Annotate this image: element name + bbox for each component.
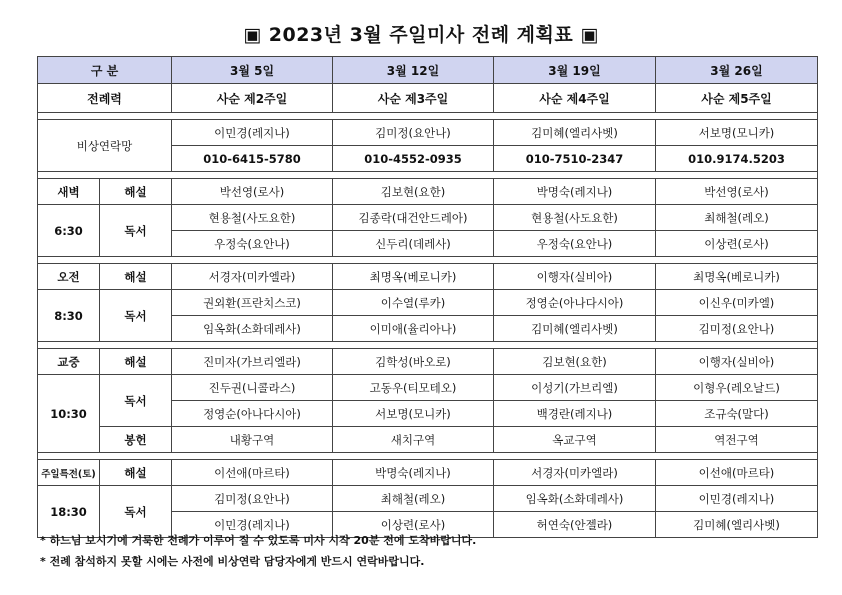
assignment-cell: 이행자(실비아) [494,264,656,290]
assignment-cell: 서경자(미카엘라) [494,460,656,486]
assignment-cell: 이신우(미카엘) [656,290,818,316]
mass-time: 6:30 [38,205,100,257]
liturgy-label: 전례력 [38,84,172,113]
assignment-cell: 서보명(모니카) [333,401,494,427]
liturgy-cell: 사순 제5주일 [656,84,818,113]
assignment-cell: 역전구역 [656,427,818,453]
category-header: 구 분 [38,57,172,84]
assignment-cell: 정영순(아나다시아) [494,290,656,316]
note-line: * 하느님 보시기에 거룩한 전례가 이루어 질 수 있도록 미사 시작 20분 전에 도착바랍니다. [40,534,477,547]
assignment-cell: 이상련(로사) [656,231,818,257]
mass-time-label: 새벽 [38,179,100,205]
role-label: 독서 [100,486,172,538]
assignment-cell: 우정숙(요안나) [172,231,333,257]
assignment-cell: 이행자(실비아) [656,349,818,375]
note-line: * 전례 참석하지 못할 시에는 사전에 비상연락 담당자에게 반드시 연락바랍니다. [40,555,425,568]
mass-commentary-row [38,264,818,290]
emergency-name: 이민경(레지나) [172,120,333,146]
liturgy-row [38,84,818,113]
mass-time: 18:30 [38,486,100,538]
mass-time: 8:30 [38,290,100,342]
page-title: ▣ 2023년 3월 주일미사 전례 계획표 ▣ [243,24,599,46]
emergency-phone: 010-6415-5780 [172,146,333,172]
mass-commentary-row [38,179,818,205]
date-header: 3월 19일 [494,57,656,84]
emergency-phone: 010-4552-0935 [333,146,494,172]
assignment-cell: 박명숙(레지나) [333,460,494,486]
assignment-cell: 이성기(가브리엘) [494,375,656,401]
assignment-cell: 옥교구역 [494,427,656,453]
schedule-table [37,56,818,538]
assignment-cell: 김미혜(엘리사벳) [656,512,818,538]
date-header: 3월 12일 [333,57,494,84]
assignment-cell: 진미자(가브리엘라) [172,349,333,375]
date-header: 3월 26일 [656,57,818,84]
assignment-cell: 김보현(요한) [333,179,494,205]
assignment-cell: 최해철(레오) [656,205,818,231]
mass-time-label: 오전 [38,264,100,290]
mass-time-label: 주일특전(토) [38,460,100,486]
emergency-name: 김미정(요안나) [333,120,494,146]
assignment-cell: 현용철(사도요한) [494,205,656,231]
assignment-cell: 이선애(마르타) [172,460,333,486]
assignment-cell: 이상련(로사) [333,512,494,538]
assignment-cell: 최명옥(베로니카) [656,264,818,290]
assignment-cell: 서경자(미카엘라) [172,264,333,290]
assignment-cell: 내황구역 [172,427,333,453]
assignment-cell: 이민경(레지나) [656,486,818,512]
emergency-label: 비상연락망 [38,120,172,172]
date-header: 3월 5일 [172,57,333,84]
mass-reading-row [38,205,818,231]
mass-offering-row [38,427,818,453]
liturgy-cell: 사순 제2주일 [172,84,333,113]
assignment-cell: 조규숙(말다) [656,401,818,427]
assignment-cell: 최명옥(베로니카) [333,264,494,290]
assignment-cell: 백경란(레지나) [494,401,656,427]
role-label: 독서 [100,205,172,257]
assignment-cell: 김보현(요한) [494,349,656,375]
role-label: 독서 [100,290,172,342]
role-label: 해설 [100,460,172,486]
role-label: 독서 [100,375,172,427]
assignment-cell: 권외환(프란치스코) [172,290,333,316]
assignment-cell: 이미애(율리아나) [333,316,494,342]
mass-time: 10:30 [38,375,100,453]
assignment-cell: 김미정(요안나) [172,486,333,512]
assignment-cell: 우정숙(요안나) [494,231,656,257]
role-label: 봉헌 [100,427,172,453]
assignment-cell: 최해철(레오) [333,486,494,512]
mass-reading-row [38,290,818,316]
assignment-cell: 신두리(데레사) [333,231,494,257]
assignment-cell: 진두권(니콜라스) [172,375,333,401]
assignment-cell: 새치구역 [333,427,494,453]
emergency-phone: 010-7510-2347 [494,146,656,172]
assignment-cell: 김미정(요안나) [656,316,818,342]
mass-reading-row [38,375,818,401]
header-row [38,57,818,84]
role-label: 해설 [100,349,172,375]
assignment-cell: 고동우(티모테오) [333,375,494,401]
assignment-cell: 임옥화(소화데레사) [172,316,333,342]
role-label: 해설 [100,179,172,205]
notes [40,530,476,572]
assignment-cell: 김종락(대건안드레아) [333,205,494,231]
assignment-cell: 현용철(사도요한) [172,205,333,231]
liturgy-cell: 사순 제3주일 [333,84,494,113]
emergency-name-row [38,120,818,146]
assignment-cell: 이민경(레지나) [172,512,333,538]
assignment-cell: 임옥화(소화데레사) [494,486,656,512]
assignment-cell: 박명숙(레지나) [494,179,656,205]
assignment-cell: 김미혜(엘리사벳) [494,316,656,342]
assignment-cell: 정영순(아나다시아) [172,401,333,427]
mass-time-label: 교중 [38,349,100,375]
mass-commentary-row [38,349,818,375]
mass-commentary-row [38,460,818,486]
assignment-cell: 박선영(로사) [172,179,333,205]
assignment-cell: 허연숙(안젤라) [494,512,656,538]
assignment-cell: 이수열(루카) [333,290,494,316]
assignment-cell: 김학성(바오로) [333,349,494,375]
assignment-cell: 이형우(레오날드) [656,375,818,401]
assignment-cell: 박선영(로사) [656,179,818,205]
emergency-phone: 010.9174.5203 [656,146,818,172]
liturgy-cell: 사순 제4주일 [494,84,656,113]
emergency-name: 서보명(모니카) [656,120,818,146]
mass-reading-row [38,486,818,512]
assignment-cell: 이선애(마르타) [656,460,818,486]
emergency-name: 김미혜(엘리사벳) [494,120,656,146]
role-label: 해설 [100,264,172,290]
